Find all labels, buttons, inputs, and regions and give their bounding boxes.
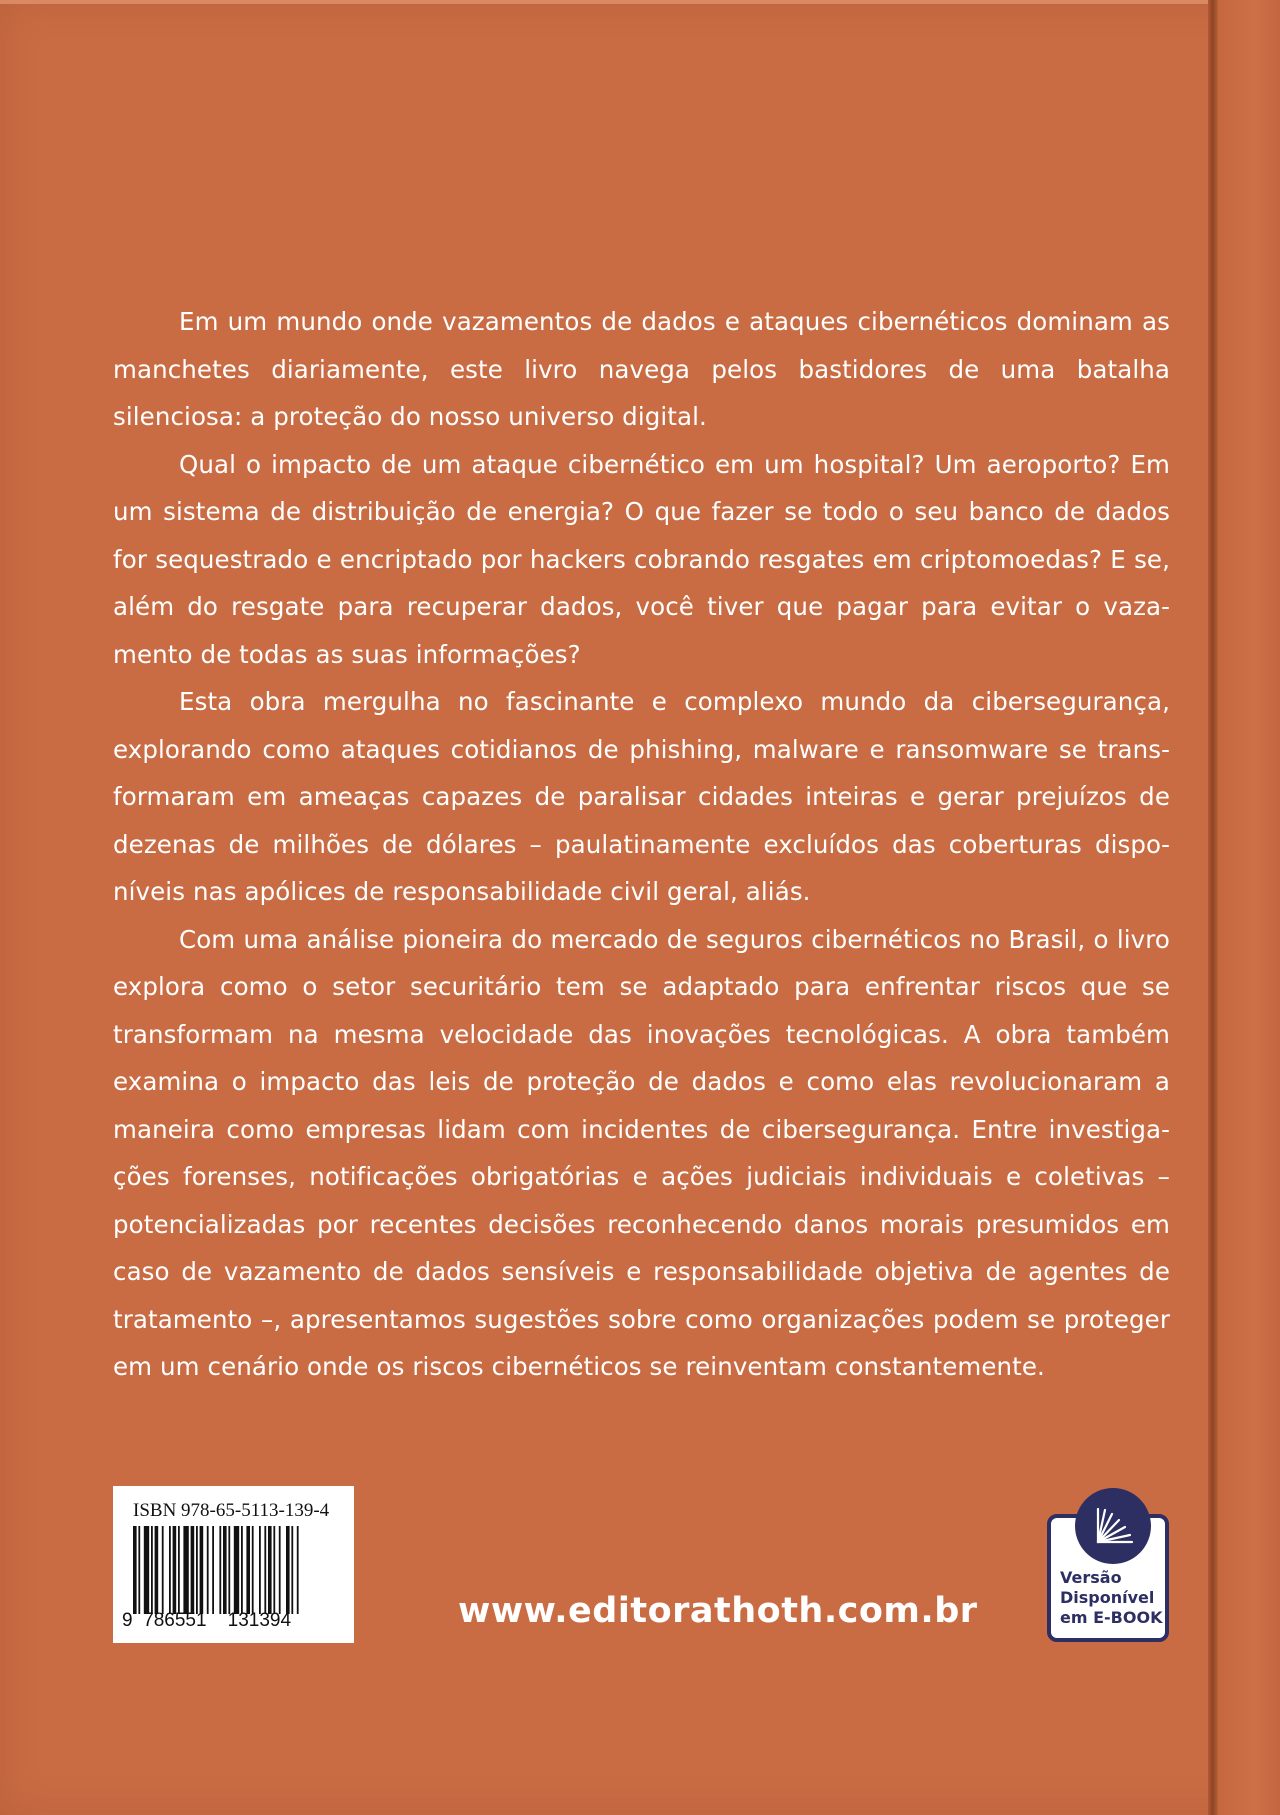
- ebook-badge-prefix: em: [1060, 1608, 1094, 1627]
- spine-flap: [1218, 0, 1280, 1815]
- book-pages-icon: [1074, 1487, 1152, 1565]
- ebook-badge-line2: Disponível: [1060, 1588, 1155, 1607]
- spine-crease: [1208, 0, 1218, 1815]
- synopsis-paragraph: Com uma análise pioneira do mercado de seguros cibernéticos no Brasil, o livro explora como o setor securitário tem se adaptado para enfrentar riscos que se transformam na mesma velocidade das inovações tecnológicas. A obra também examina o impacto das leis de proteção de dados e como elas revolucionaram a maneira como empresas lidam com incidentes de cibersegurança. Entre investigações forenses, notificações obrigatórias e ações judiciais individuais e coletivas – potencializadas por recentes decisões reconhecendo danos morais presumidos em caso de vazamento de dados sensíveis e responsabilidade objetiva de agentes de tratamento –, apresentamos sugestões sobre como organizações podem se proteger em um cenário onde os riscos cibernéticos se reinventam constantemente.: [113, 924, 1170, 1381]
- isbn-label: ISBN 978-65-5113-139-4: [133, 1500, 330, 1521]
- synopsis-paragraph: Em um mundo onde vazamentos de dados e ataques cibernéticos dominam as manchetes diariamente, este livro navega pelos bastidores de uma batalha silenciosa: a proteção do nosso universo digital.: [113, 307, 1170, 431]
- synopsis-paragraph: Qual o impacto de um ataque cibernético em um hospital? Um aeroporto? Em um sistema de distribuição de energia? O que fazer se todo o seu banco de dados for sequestrado e encriptado por hackers cobrando resgates em criptomoedas? E se, além do resgate para recuperar dados, você tiver que pagar para evitar o vazamento de todas as suas informações?: [113, 449, 1170, 669]
- ebook-available-badge: [1047, 1514, 1169, 1642]
- ebook-badge-text: [1060, 1568, 1162, 1628]
- isbn-barcode-block: [113, 1486, 354, 1643]
- ebook-badge-line1: Versão: [1060, 1568, 1122, 1587]
- cover-top-edge: [0, 0, 1280, 4]
- barcode-icon: [133, 1526, 344, 1614]
- isbn-digits: 9 786551 131394: [122, 1610, 292, 1631]
- publisher-website[interactable]: www.editorathoth.com.br: [458, 1591, 978, 1631]
- ebook-badge-format: E-BOOK: [1093, 1608, 1163, 1627]
- synopsis-paragraph: Esta obra mergulha no fascinante e complexo mundo da cibersegurança, explorando como ataques cotidianos de phishing, malware e ransomware se transformaram em ameaças capazes de paralisar cidades inteiras e gerar prejuízos de dezenas de milhões de dólares – paulatinamente excluídos das coberturas disponíveis nas apólices de responsabilidade civil geral, aliás.: [113, 687, 1170, 906]
- synopsis: [113, 298, 1170, 1391]
- ebook-badge-line3: [1060, 1608, 1162, 1628]
